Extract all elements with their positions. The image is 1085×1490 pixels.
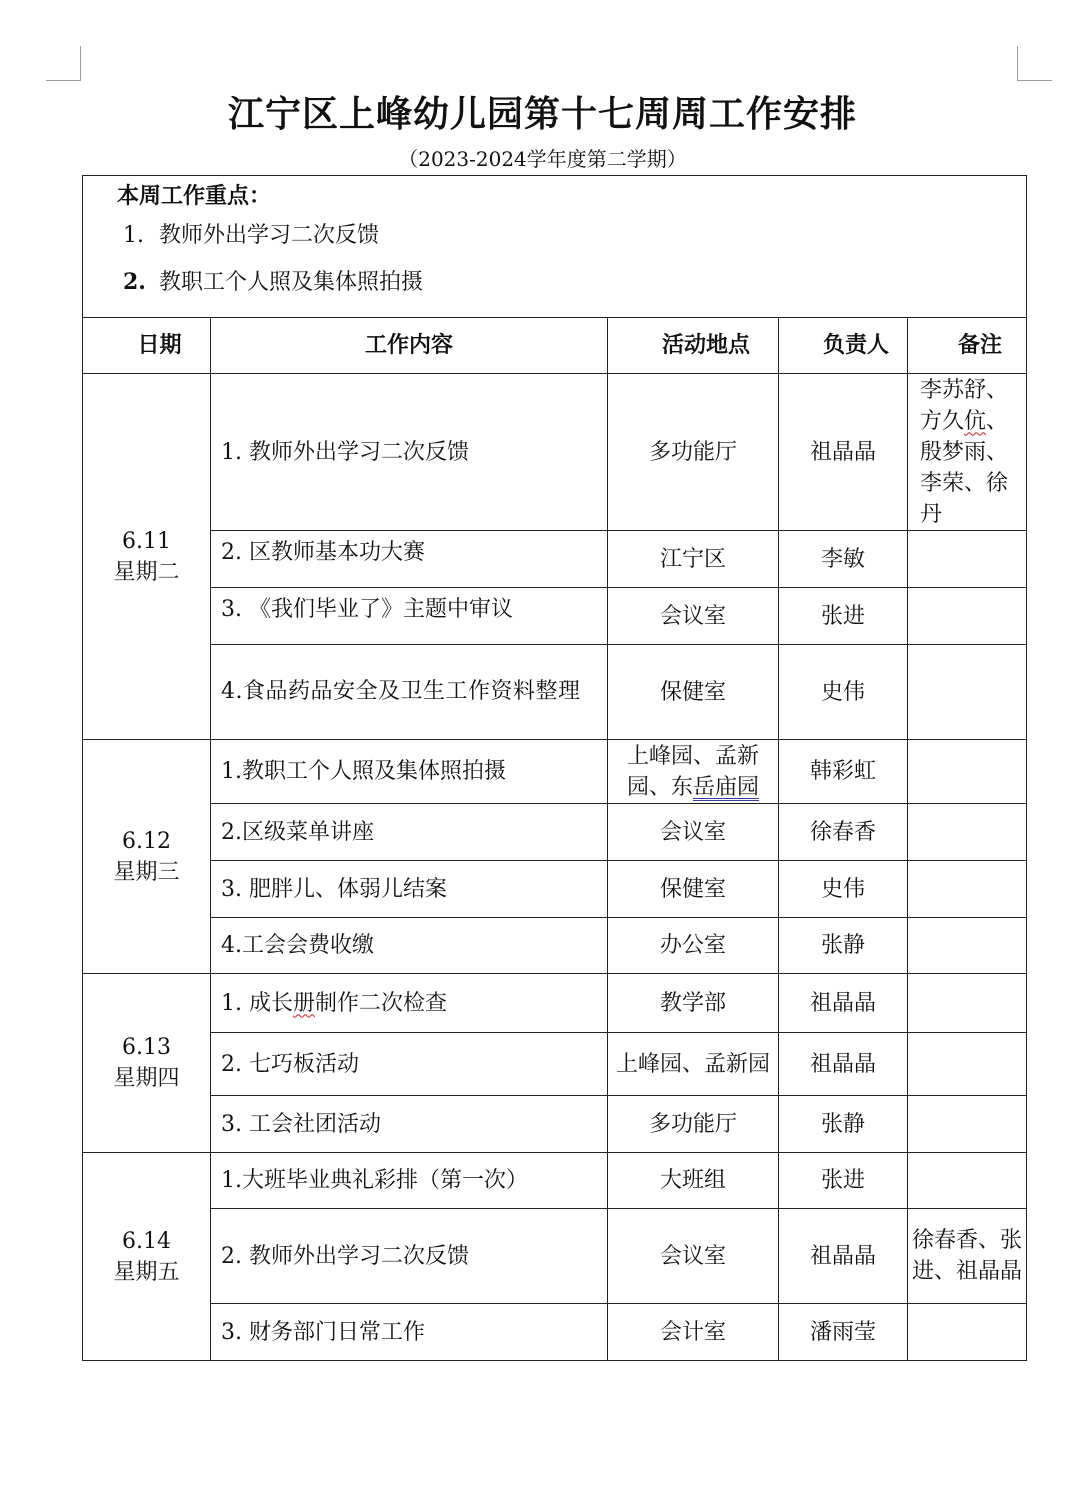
- table-row: [83, 918, 1027, 974]
- person-in-charge: 张静: [779, 1096, 908, 1153]
- person-in-charge: 张静: [779, 918, 908, 974]
- focus-title: 本周工作重点：: [117, 183, 272, 209]
- date-cell: [83, 974, 211, 1153]
- weekday: 星期五: [113, 1259, 180, 1285]
- activity-place: [608, 740, 779, 804]
- content-text-flagged: 册: [292, 990, 315, 1016]
- place-text: 上峰园、孟新园、东: [626, 743, 759, 800]
- focus-item-number: 1.: [123, 223, 144, 248]
- person-in-charge: 韩彩虹: [779, 740, 908, 804]
- person-in-charge: 祖晶晶: [779, 374, 908, 531]
- note-text: 李苏舒、方久: [920, 377, 1009, 434]
- work-content: 2. 七巧板活动: [211, 1033, 608, 1096]
- focus-row: [83, 176, 1027, 318]
- person-in-charge: 潘雨莹: [779, 1304, 908, 1361]
- crop-mark-top-right: [1017, 46, 1052, 81]
- person-in-charge: 张进: [779, 588, 908, 645]
- note: [908, 1033, 1027, 1096]
- activity-place: 会议室: [608, 588, 779, 645]
- crop-mark-top-left: [46, 46, 81, 81]
- note: [908, 740, 1027, 804]
- person-in-charge: 史伟: [779, 861, 908, 918]
- work-content: 4.食品药品安全及卫生工作资料整理: [211, 645, 608, 740]
- note: [908, 804, 1027, 861]
- table-row: [83, 531, 1027, 588]
- note-text-flagged: 伉: [964, 408, 987, 434]
- date: 6.11: [122, 528, 171, 554]
- content-text: 1. 成长: [221, 990, 293, 1016]
- date-cell: [83, 1153, 211, 1361]
- table-row: [83, 974, 1027, 1033]
- table-row: [83, 740, 1027, 804]
- work-content: 2. 教师外出学习二次反馈: [211, 1209, 608, 1304]
- header-person: 负责人: [779, 318, 908, 374]
- note: [908, 645, 1027, 740]
- place-text-flagged: 岳庙园: [693, 774, 760, 800]
- note: [908, 861, 1027, 918]
- focus-item-text: 教职工个人照及集体照拍摄: [159, 270, 424, 295]
- activity-place: 大班组: [608, 1153, 779, 1209]
- note: [908, 588, 1027, 645]
- work-content: 2.区级菜单讲座: [211, 804, 608, 861]
- activity-place: 会计室: [608, 1304, 779, 1361]
- content-text: 制作二次检查: [315, 990, 448, 1016]
- person-in-charge: 史伟: [779, 645, 908, 740]
- table-row: [83, 1033, 1027, 1096]
- table-row: [83, 1096, 1027, 1153]
- activity-place: 办公室: [608, 918, 779, 974]
- header-row: [83, 318, 1027, 374]
- work-content: 1. 教师外出学习二次反馈: [211, 374, 608, 531]
- work-content: 3. 肥胖儿、体弱儿结案: [211, 861, 608, 918]
- note: [908, 974, 1027, 1033]
- activity-place: 会议室: [608, 1209, 779, 1304]
- person-in-charge: 李敏: [779, 531, 908, 588]
- date: 6.13: [122, 1035, 171, 1060]
- focus-item-number: 2.: [123, 269, 146, 295]
- work-content: 3. 工会社团活动: [211, 1096, 608, 1153]
- note: [908, 918, 1027, 974]
- note: [908, 1153, 1027, 1209]
- focus-cell: [83, 176, 1027, 318]
- person-in-charge: 祖晶晶: [779, 1209, 908, 1304]
- table-row: [83, 1209, 1027, 1304]
- note: [908, 531, 1027, 588]
- work-content: 1.教职工个人照及集体照拍摄: [211, 740, 608, 804]
- date: 6.12: [122, 828, 171, 854]
- focus-item: [123, 259, 1026, 306]
- table-row: [83, 1153, 1027, 1209]
- date-cell: [83, 374, 211, 740]
- activity-place: 保健室: [608, 861, 779, 918]
- table-row: [83, 374, 1027, 531]
- work-content: 3. 《我们毕业了》主题中审议: [211, 588, 608, 645]
- person-in-charge: 祖晶晶: [779, 1033, 908, 1096]
- table-row: [83, 1304, 1027, 1361]
- work-content: 2. 区教师基本功大赛: [211, 531, 608, 588]
- note-text: 、殷梦雨、李荣、徐丹: [920, 408, 1009, 527]
- note: [908, 374, 1027, 531]
- activity-place: 多功能厅: [608, 1096, 779, 1153]
- work-content: 4.工会会费收缴: [211, 918, 608, 974]
- activity-place: 上峰园、孟新园: [608, 1033, 779, 1096]
- focus-item-text: 教师外出学习二次反馈: [159, 223, 380, 248]
- activity-place: 教学部: [608, 974, 779, 1033]
- weekday: 星期三: [113, 859, 180, 885]
- table-row: [83, 645, 1027, 740]
- weekday: 星期四: [113, 1066, 180, 1091]
- schedule-table: [82, 175, 1027, 1361]
- work-content: 1.大班毕业典礼彩排（第一次）: [211, 1153, 608, 1209]
- document-title: 江宁区上峰幼儿园第十七周周工作安排: [227, 93, 857, 135]
- date: 6.14: [122, 1228, 171, 1254]
- work-content: 3. 财务部门日常工作: [211, 1304, 608, 1361]
- header-content: 工作内容: [211, 318, 608, 374]
- person-in-charge: 张进: [779, 1153, 908, 1209]
- table-row: [83, 804, 1027, 861]
- header-note: 备注: [908, 318, 1027, 374]
- activity-place: 江宁区: [608, 531, 779, 588]
- header-date: 日期: [83, 318, 211, 374]
- header-place: 活动地点: [608, 318, 779, 374]
- note: [908, 1304, 1027, 1361]
- note: [908, 1096, 1027, 1153]
- activity-place: 会议室: [608, 804, 779, 861]
- work-content: [211, 974, 608, 1033]
- activity-place: 多功能厅: [608, 374, 779, 531]
- focus-item: [123, 213, 1026, 259]
- date-cell: [83, 740, 211, 974]
- person-in-charge: 徐春香: [779, 804, 908, 861]
- person-in-charge: 祖晶晶: [779, 974, 908, 1033]
- table-row: [83, 588, 1027, 645]
- weekday: 星期二: [113, 559, 180, 585]
- note: 徐春香、张进、祖晶晶: [908, 1209, 1027, 1304]
- table-row: [83, 861, 1027, 918]
- document-subtitle: （2023-2024学年度第二学期）: [398, 147, 687, 171]
- activity-place: 保健室: [608, 645, 779, 740]
